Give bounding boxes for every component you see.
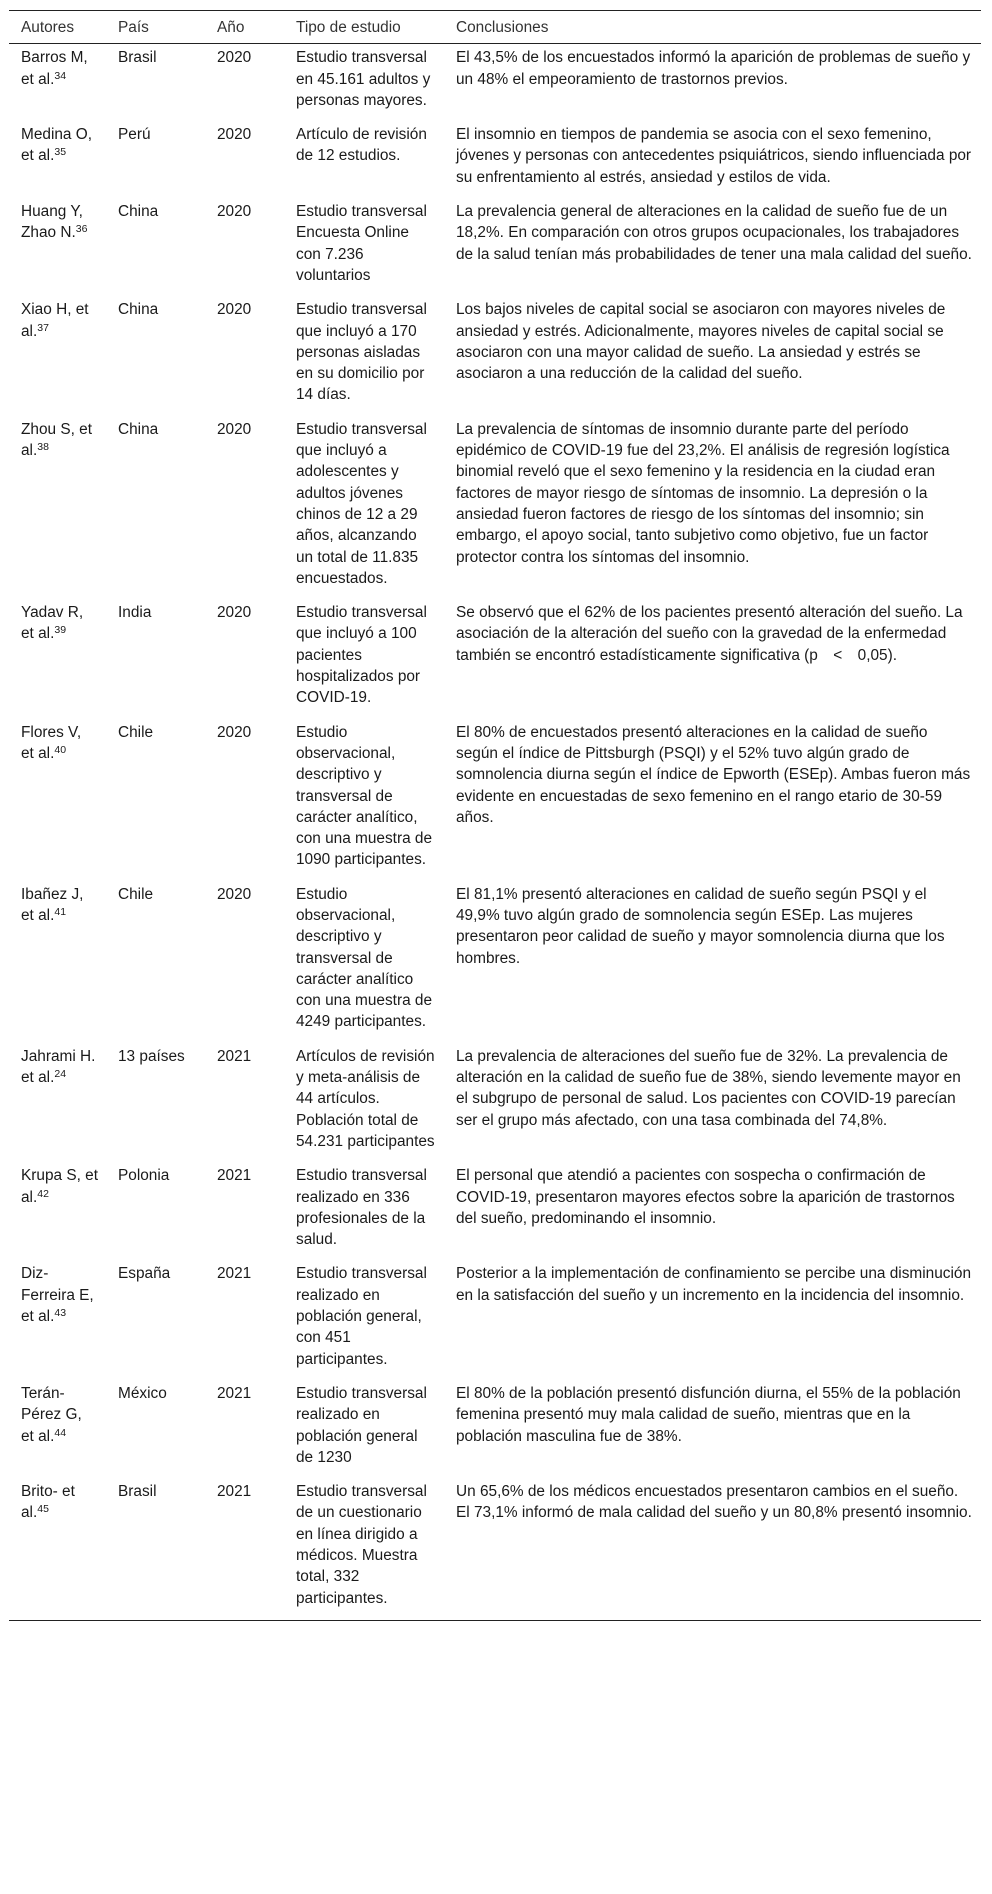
studies-table-container [9,10,981,1621]
table-row [9,1261,981,1380]
reference-number: 43 [54,1307,67,1320]
conclusion-cell [444,297,981,416]
table-row [9,1044,981,1163]
country-text: China [118,301,159,319]
year-text: 2021 [217,1167,252,1185]
study-type-text: Estudio transversal realizado en población general de 1230 [296,1384,427,1466]
study-type-text: Estudio transversal en 45.161 adultos y personas mayores. [296,49,431,109]
table-row [9,1163,981,1261]
table-row [9,720,981,882]
study-type-cell [284,122,444,199]
author-name: Jahrami H. et al. [21,1047,96,1087]
conclusion-text: El 81,1% presentó alteraciones en calidad de sueño según PSQI y el 49,9% tuvo algún grado de somnolencia según ESEp. Las mujeres presentaron peor calidad de sueño y mayor somnolencia diurna que los hombres. [456,885,945,967]
conclusion-text: El 43,5% de los encuestados informó la aparición de problemas de sueño y un 48% el empeoramiento de trastornos previos. [456,49,971,88]
year-cell [205,1044,284,1163]
conclusion-cell [444,600,981,719]
conclusion-text: Un 65,6% de los médicos encuestados presentaron cambios en el sueño. El 73,1% informó de mala calidad del sueño y un 80,8% presentó insomnio. [456,1483,972,1522]
study-type-cell [284,1381,444,1479]
study-type-cell [284,1044,444,1163]
country-text: Chile [118,885,154,903]
country-cell [106,600,205,719]
conclusion-cell [444,1261,981,1380]
reference-number: 41 [54,905,67,918]
country-text: México [118,1384,167,1402]
author-name: Barros M, et al. [21,49,88,88]
conclusion-cell [444,1381,981,1479]
country-cell [106,199,205,297]
reference-number: 35 [54,146,67,159]
author-name: Medina O, et al. [21,126,93,165]
reference-number: 42 [37,1187,49,1200]
table-row [9,882,981,1044]
reference-number: 38 [37,441,49,454]
conclusion-text: El insomnio en tiempos de pandemia se asocia con el sexo femenino, jóvenes y personas con antecedentes psiquiátricos, siendo influenciada por su enfrentamiento al estrés, ansiedad y estilos de vida. [456,126,972,186]
study-type-text: Estudio transversal realizado en 336 profesionales de la salud. [296,1167,427,1249]
reference-number: 45 [37,1503,49,1516]
table-row [9,44,981,122]
study-type-cell [284,600,444,719]
study-type-cell [284,1261,444,1380]
table-row [9,600,981,719]
year-cell [205,1163,284,1261]
year-cell [205,1381,284,1479]
country-text: España [118,1265,171,1283]
reference-number: 36 [75,223,88,236]
study-type-text: Estudio transversal de un cuestionario en línea dirigido a médicos. Muestra total, 332 participantes. [296,1483,427,1607]
year-cell [205,122,284,199]
author-cell [9,882,106,1044]
year-cell [205,44,284,122]
year-cell [205,417,284,600]
year-cell [205,600,284,719]
table-row [9,297,981,416]
conclusion-cell [444,44,981,122]
year-text: 2021 [217,1384,252,1402]
author-cell [9,417,106,600]
country-text: 13 países [118,1047,185,1065]
year-text: 2020 [217,723,252,741]
conclusion-cell [444,1479,981,1620]
country-cell [106,1479,205,1620]
conclusion-cell [444,417,981,600]
country-cell [106,417,205,600]
author-name: Huang Y, Zhao N. [21,203,83,242]
header-row [9,11,981,44]
author-name: Diz-Ferreira E, et al. [21,1265,94,1326]
country-text: China [118,420,159,438]
conclusion-cell [444,122,981,199]
country-cell [106,297,205,416]
study-type-cell [284,297,444,416]
table-row [9,122,981,199]
country-cell [106,720,205,882]
country-cell [106,122,205,199]
conclusion-text: El 80% de la población presentó disfunción diurna, el 55% de la población femenina presentó muy mala calidad de sueño, mientras que en la población masculina fue de 38%. [456,1384,961,1445]
header-conclusiones: Conclusiones [456,19,549,36]
country-cell [106,1163,205,1261]
conclusion-text: El 80% de encuestados presentó alteraciones en la calidad de sueño según el índice de Pittsburgh (PSQI) y el 52% tuvo algún grado de somnolencia diurna según el índice de Epworth (ESEp). Ambas fueron más evidente en encuestadas de sexo femenino en el rango etario de 30-59 años. [456,723,971,826]
author-cell [9,297,106,416]
year-cell [205,1261,284,1380]
year-text: 2020 [217,49,252,67]
conclusion-text: Se observó que el 62% de los pacientes presentó alteración del sueño. La asociación de la alteración del sueño con la gravedad de la enfermedad también se encontró estadísticamente significativa (p < 0,05). [456,604,963,664]
country-cell [106,882,205,1044]
study-type-text: Estudio transversal que incluyó a 100 pacientes hospitalizados por COVID-19. [296,604,427,707]
author-name: Krupa S, et al. [21,1167,98,1206]
study-type-cell [284,1163,444,1261]
author-name: Terán-Pérez G, et al. [21,1384,82,1445]
table-header [9,11,981,44]
conclusion-cell [444,882,981,1044]
author-cell [9,199,106,297]
year-cell [205,297,284,416]
year-text: 2020 [217,126,252,144]
country-cell [106,1044,205,1163]
table-row [9,199,981,297]
year-text: 2020 [217,203,252,221]
year-text: 2020 [217,420,252,438]
reference-number: 39 [54,624,67,637]
year-text: 2020 [217,604,252,622]
header-tipo-estudio: Tipo de estudio [296,19,401,36]
author-cell [9,600,106,719]
country-text: Chile [118,723,154,741]
table-body [9,44,981,1621]
reference-number: 44 [54,1426,67,1439]
author-cell [9,122,106,199]
header-pais: País [118,19,149,36]
year-text: 2021 [217,1483,252,1501]
study-type-text: Artículos de revisión y meta-análisis de 44 artículos. Población total de 54.231 participantes [296,1047,435,1150]
author-name: Flores V, et al. [21,723,82,762]
study-type-cell [284,882,444,1044]
country-text: China [118,203,159,221]
author-name: Brito- et al. [21,1483,75,1522]
country-cell [106,1261,205,1380]
study-type-text: Estudio transversal que incluyó a 170 personas aisladas en su domicilio por 14 días. [296,301,427,404]
conclusion-cell [444,199,981,297]
study-type-cell [284,44,444,122]
study-type-text: Estudio observacional, descriptivo y transversal de carácter analítico, con una muestra de 1090 participantes. [296,723,433,869]
reference-number: 34 [54,69,67,82]
study-type-text: Artículo de revisión de 12 estudios. [296,126,427,165]
author-name: Xiao H, et al. [21,301,89,340]
conclusion-cell [444,1044,981,1163]
study-type-text: Estudio observacional, descriptivo y transversal de carácter analítico con una muestra de 4249 participantes. [296,885,433,1031]
conclusion-text: Los bajos niveles de capital social se asociaron con mayores niveles de ansiedad y estrés. Adicionalmente, mayores niveles de capital social se asociaron con una mayor calidad de sueño. La ansiedad y estrés se asociaron a una reducción de la calidad del sueño. [456,301,946,383]
country-text: Perú [118,126,151,144]
author-name: Ibañez J, et al. [21,885,84,924]
header-anio: Año [217,19,245,36]
year-text: 2020 [217,885,252,903]
conclusion-text: Posterior a la implementación de confinamiento se percibe una disminución en la satisfacción del sueño y un incremento en la incidencia del insomnio. [456,1265,972,1304]
year-text: 2021 [217,1047,252,1065]
table-row [9,417,981,600]
study-type-cell [284,720,444,882]
conclusion-text: La prevalencia de alteraciones del sueño fue de 32%. La prevalencia de alteración en la calidad de sueño fue de 38%, siendo levemente mayor en el subgrupo de personal de salud. Los pacientes con COVID-19 parecían ser el grupo más afectado, con una tasa combinada del 74,8%. [456,1047,961,1129]
reference-number: 40 [54,743,67,756]
author-name: Yadav R, et al. [21,604,84,643]
conclusion-text: La prevalencia de síntomas de insomnio durante parte del período epidémico de COVID-19 fue del 23,2%. El análisis de regresión logística binomial reveló que el sexo femenino y la residencia en la ciudad eran factores de mayor riesgo de síntomas de insomnio. La depresión o la ansiedad fueron factores de riesgo de los síntomas del insomnio; sin embargo, el apoyo social, tanto subjetivo como objetivo, fue un factor protector contra los síntomas del insomnio. [456,420,950,566]
study-type-cell [284,1479,444,1620]
reference-number: 24 [54,1068,67,1081]
conclusion-text: El personal que atendió a pacientes con sospecha o confirmación de COVID-19, presentaron mayores efectos sobre la aparición de trastornos del sueño, predominando el insomnio. [456,1167,955,1227]
year-cell [205,1479,284,1620]
country-text: Polonia [118,1167,170,1185]
conclusion-text: La prevalencia general de alteraciones en la calidad de sueño fue de un 18,2%. En comparación con otros grupos ocupacionales, los trabajadores de la salud tenían más probabilidades de tener una mala calidad del sueño. [456,203,972,263]
study-type-text: Estudio transversal Encuesta Online con 7.236 voluntarios [296,203,427,284]
country-cell [106,44,205,122]
conclusion-cell [444,1163,981,1261]
author-cell [9,720,106,882]
author-cell [9,1261,106,1380]
year-cell [205,882,284,1044]
year-text: 2021 [217,1265,252,1283]
country-cell [106,1381,205,1479]
author-name: Zhou S, et al. [21,420,93,460]
author-cell [9,44,106,122]
author-cell [9,1381,106,1479]
study-type-cell [284,199,444,297]
author-cell [9,1163,106,1261]
study-type-text: Estudio transversal que incluyó a adolescentes y adultos jóvenes chinos de 12 a 29 años, alcanzando un total de 11.835 encuestados. [296,420,427,587]
country-text: India [118,604,152,622]
country-text: Brasil [118,49,157,67]
author-cell [9,1479,106,1620]
reference-number: 37 [37,321,49,334]
year-cell [205,720,284,882]
study-type-cell [284,417,444,600]
year-cell [205,199,284,297]
study-type-text: Estudio transversal realizado en población general, con 451 participantes. [296,1265,427,1368]
year-text: 2020 [217,301,252,319]
author-cell [9,1044,106,1163]
table-row [9,1479,981,1620]
table-row [9,1381,981,1479]
conclusion-cell [444,720,981,882]
studies-table [9,10,981,1621]
country-text: Brasil [118,1483,157,1501]
header-autores: Autores [21,19,75,36]
